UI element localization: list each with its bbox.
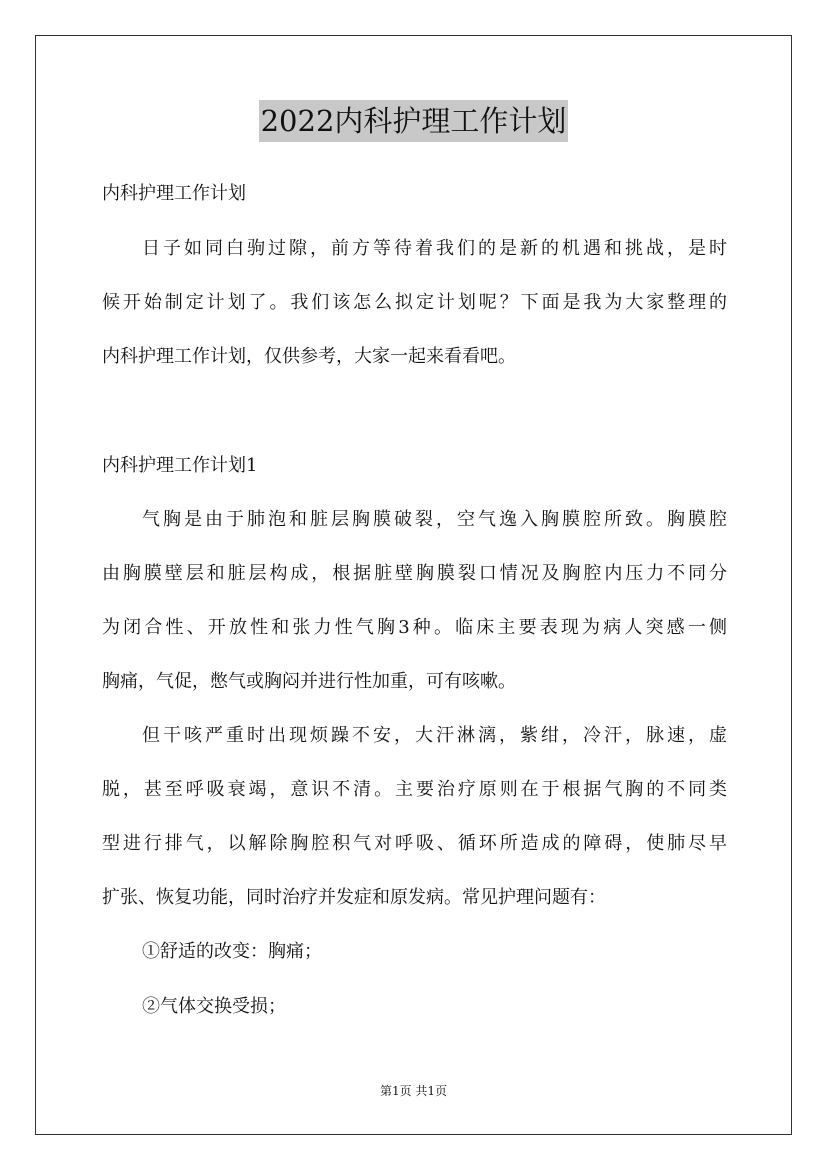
paragraph-1-line: 胸痛，气促，憋气或胸闷并进行性加重，可有咳嗽。 bbox=[102, 671, 516, 692]
document-title-text: 2022内科护理工作计划 bbox=[259, 100, 569, 142]
paragraph-2-line: 扩张、恢复功能，同时治疗并发症和原发病。常见护理问题有： bbox=[102, 887, 606, 908]
list-item: ②气体交换受损； bbox=[142, 996, 286, 1017]
paragraph-2-line: 脱，甚至呼吸衰竭，意识不清。主要治疗原则在于根据气胸的不同类 bbox=[102, 779, 727, 800]
intro-paragraph-line: 候开始制定计划了。我们该怎么拟定计划呢？下面是我为大家整理的 bbox=[102, 292, 727, 313]
paragraph-2-line: 型进行排气，以解除胸腔积气对呼吸、循环所造成的障碍，使肺尽早 bbox=[102, 833, 727, 854]
paragraph-1-line: 为闭合性、开放性和张力性气胸3种。临床主要表现为病人突感一侧 bbox=[102, 617, 727, 638]
paragraph-1-line: 由胸膜壁层和脏层构成，根据脏壁胸膜裂口情况及胸腔内压力不同分 bbox=[102, 563, 727, 584]
paragraph-2-line: 但干咳严重时出现烦躁不安，大汗淋漓，紫绀，冷汗，脉速，虚 bbox=[142, 725, 727, 746]
intro-paragraph-line: 内科护理工作计划，仅供参考，大家一起来看看吧。 bbox=[102, 346, 516, 367]
list-item: ①舒适的改变：胸痛； bbox=[142, 941, 322, 962]
intro-heading: 内科护理工作计划 bbox=[102, 183, 246, 204]
section-1-heading: 内科护理工作计划1 bbox=[102, 455, 258, 476]
page-footer: 第1页 共1页 bbox=[379, 1084, 448, 1098]
paragraph-1-line: 气胸是由于肺泡和脏层胸膜破裂，空气逸入胸膜腔所致。胸膜腔 bbox=[142, 509, 727, 530]
intro-paragraph-line: 日子如同白驹过隙，前方等待着我们的是新的机遇和挑战，是时 bbox=[142, 238, 727, 259]
document-title bbox=[0, 100, 827, 142]
